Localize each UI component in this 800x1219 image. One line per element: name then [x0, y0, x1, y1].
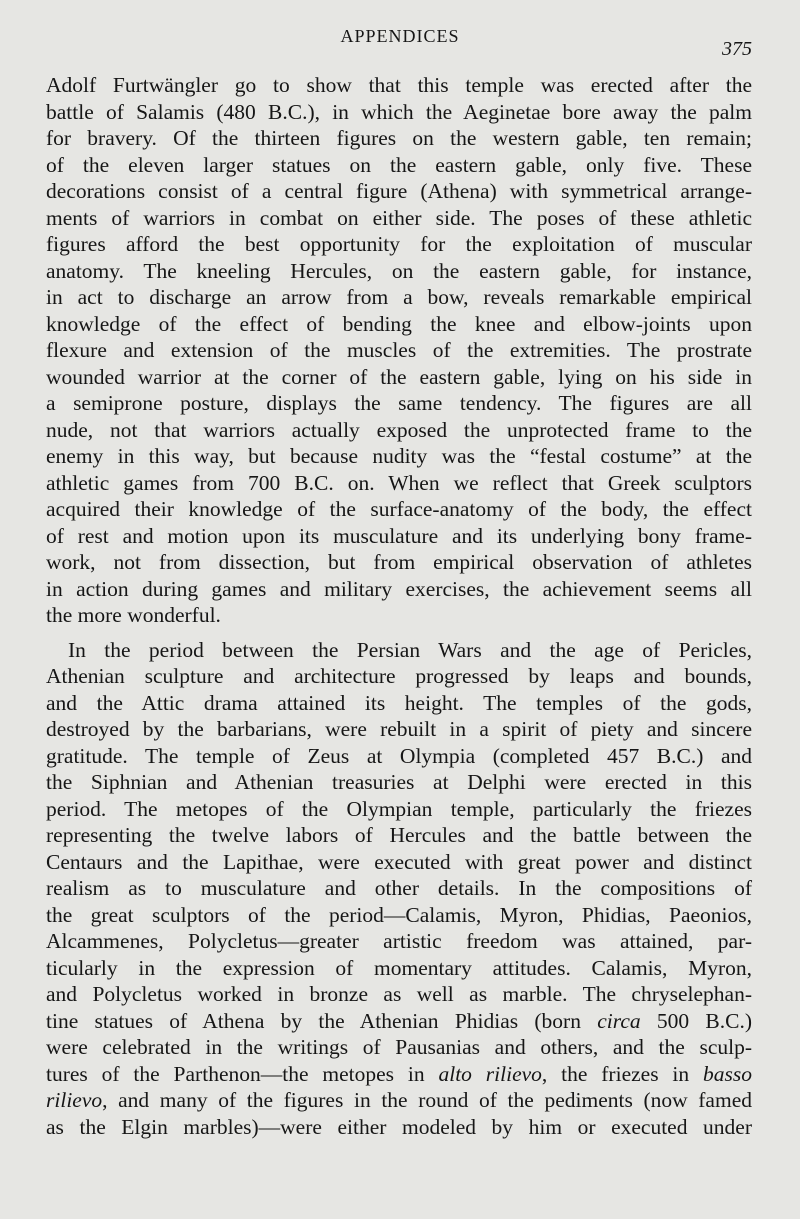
- paragraph-1: [46, 72, 752, 629]
- text-line: period. The metopes of the Olympian temple, particularly the friezes: [46, 796, 752, 821]
- text-span: tures of the Parthenon—the metopes in: [46, 1061, 439, 1086]
- text-line: the great sculptors of the period—Calamis, Myron, Phidias, Paeonios,: [46, 902, 752, 927]
- text-line: the Siphnian and Athenian treasuries at Delphi were erected in this: [46, 770, 752, 794]
- italic-term: rilievo: [46, 1088, 103, 1112]
- text-span: tine statues of Athena by the Athenian Phidias (born: [46, 1008, 598, 1033]
- text-line: as the Elgin marbles)—were either modeled by him or executed under: [46, 1114, 752, 1139]
- italic-term: circa: [597, 1008, 641, 1033]
- text-line: athletic games from 700 B.C. on. When we reflect that Greek sculptors: [46, 470, 752, 495]
- text-line: of the eleven larger statues on the eastern gable, only five. These: [46, 152, 752, 177]
- text-line: figures afford the best opportunity for the exploitation of muscular: [46, 232, 752, 256]
- text-line: decorations consist of a central figure (Athena) with symmetrical arrange-: [46, 179, 752, 203]
- text-line: for bravery. Of the thirteen figures on the western gable, ten remain;: [46, 126, 752, 150]
- text-line: In the period between the Persian Wars and the age of Pericles,: [68, 637, 752, 662]
- text-line: wounded warrior at the corner of the eastern gable, lying on his side in: [46, 364, 752, 389]
- text-line: and the Attic drama attained its height. The temples of the gods,: [46, 690, 752, 715]
- page-number: 375: [722, 38, 752, 60]
- text-line: the more wonderful.: [46, 603, 221, 627]
- text-line: acquired their knowledge of the surface-anatomy of the body, the effect: [46, 497, 752, 521]
- text-span: 500 B.C.): [640, 1008, 752, 1033]
- text-line: Centaurs and the Lapithae, were executed with great power and distinct: [46, 849, 752, 874]
- text-line: a semiprone posture, displays the same tendency. The figures are all: [46, 391, 752, 415]
- text-line: work, not from dissection, but from empirical observation of athletes: [46, 550, 752, 574]
- text-line: knowledge of the effect of bending the knee and elbow-joints upon: [46, 311, 752, 336]
- text-line: Athenian sculpture and architecture progressed by leaps and bounds,: [46, 664, 752, 688]
- running-head: APPENDICES: [340, 26, 460, 46]
- text-line: gratitude. The temple of Zeus at Olympia (completed 457 B.C.) and: [46, 743, 752, 768]
- text-line: in action during games and military exercises, the achievement seems all: [46, 576, 752, 601]
- text-span: , the friezes in: [541, 1061, 704, 1086]
- text-line: were celebrated in the writings of Pausanias and others, and the sculp-: [46, 1035, 752, 1059]
- text-line: and Polycletus worked in bronze as well as marble. The chryselephan-: [46, 982, 752, 1006]
- text-line: [46, 1061, 752, 1088]
- text-line: flexure and extension of the muscles of the extremities. The prostrate: [46, 338, 752, 362]
- italic-term: alto rilievo: [438, 1061, 542, 1086]
- text-line: anatomy. The kneeling Hercules, on the eastern gable, for instance,: [46, 258, 752, 283]
- text-line: realism as to musculature and other details. In the compositions of: [46, 876, 752, 900]
- text-line: battle of Salamis (480 B.C.), in which the Aeginetae bore away the palm: [46, 99, 752, 124]
- text-line: [46, 1087, 752, 1114]
- text-line: Adolf Furtwängler go to show that this temple was erected after the: [46, 73, 752, 97]
- text-line: enemy in this way, but because nudity was the “festal costume” at the: [46, 444, 752, 468]
- text-line: ticularly in the expression of momentary attitudes. Calamis, Myron,: [46, 955, 752, 980]
- text-line: representing the twelve labors of Hercules and the battle between the: [46, 823, 752, 847]
- text-line: Alcammenes, Polycletus—greater artistic freedom was attained, par-: [46, 929, 752, 953]
- text-line: [46, 1008, 752, 1035]
- text-line: in act to discharge an arrow from a bow, reveals remarkable empirical: [46, 285, 752, 309]
- body-text: [46, 72, 752, 1140]
- text-line: nude, not that warriors actually exposed the unprotected frame to the: [46, 417, 752, 442]
- text-line: destroyed by the barbarians, were rebuilt in a spirit of piety and sincere: [46, 717, 752, 741]
- text-line: of rest and motion upon its musculature and its underlying bony frame-: [46, 523, 752, 548]
- text-line: ments of warriors in combat on either side. The poses of these athletic: [46, 205, 752, 230]
- italic-term: basso: [703, 1061, 752, 1086]
- paragraph-2: [46, 637, 752, 1141]
- text-span: , and many of the figures in the round of the pediments (now famed: [102, 1088, 752, 1112]
